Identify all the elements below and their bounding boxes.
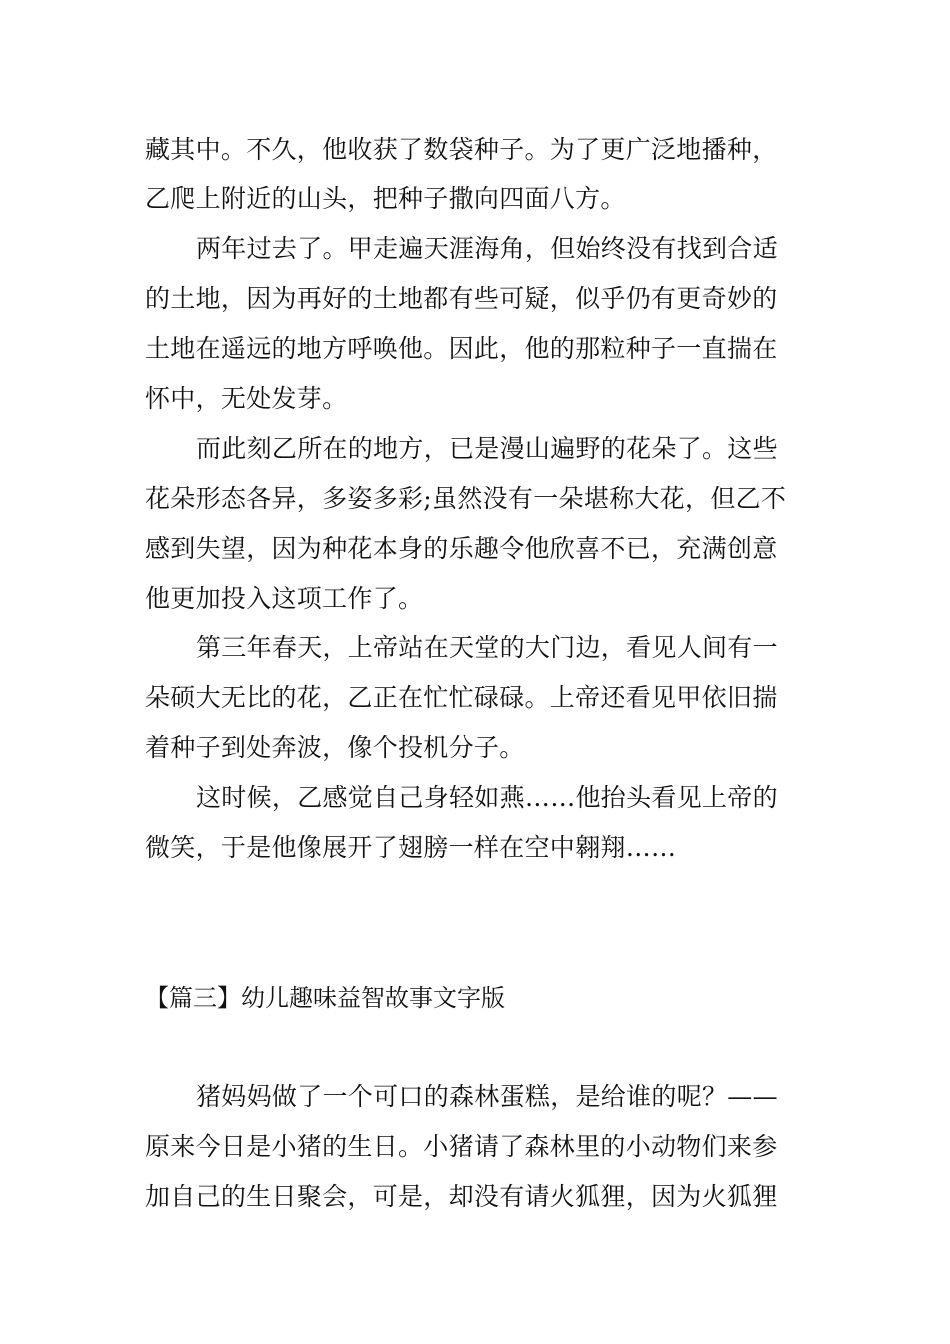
paragraph-line: 微笑，于是他像展开了翅膀一样在空中翱翔…… bbox=[145, 833, 677, 862]
paragraph-line: 着种子到处奔波，像个投机分子。 bbox=[145, 733, 525, 762]
paragraph-line: 第三年春天，上帝站在天堂的大门边，看见人间有一 bbox=[196, 633, 778, 662]
paragraph-line: 花朵形态各异，多姿多彩;虽然没有一朵堪称大花，但乙不 bbox=[145, 484, 787, 513]
paragraph-line: 藏其中。不久，他收获了数袋种子。为了更广泛地播种， bbox=[145, 135, 778, 164]
paragraph-line: 两年过去了。甲走遍天涯海角，但始终没有找到合适 bbox=[196, 234, 778, 263]
paragraph-line: 土地在遥远的地方呼唤他。因此，他的那粒种子一直揣在 bbox=[145, 334, 778, 363]
paragraph-line: 乙爬上附近的山头，把种子撒向四面八方。 bbox=[145, 184, 626, 213]
paragraph-line: 感到失望，因为种花本身的乐趣令他欣喜不已，充满创意 bbox=[145, 534, 778, 563]
paragraph-line: 猪妈妈做了一个可口的森林蛋糕，是给谁的呢？—— bbox=[196, 1082, 778, 1111]
paragraph-line: 而此刻乙所在的地方，已是漫山遍野的花朵了。这些 bbox=[196, 434, 778, 463]
paragraph-line: 他更加投入这项工作了。 bbox=[145, 584, 424, 613]
paragraph-line: 加自己的生日聚会，可是，却没有请火狐狸，因为火狐狸 bbox=[145, 1182, 778, 1211]
paragraph-line: 怀中，无处发芽。 bbox=[145, 384, 348, 413]
paragraph-line: 这时候，乙感觉自己身轻如燕……他抬头看见上帝的 bbox=[196, 783, 778, 812]
paragraph-line: 的土地，因为再好的土地都有些可疑，似乎仍有更奇妙的 bbox=[145, 284, 778, 313]
paragraph-line: 朵硕大无比的花，乙正在忙忙碌碌。上帝还看见甲依旧揣 bbox=[145, 683, 778, 712]
paragraph-line: 原来今日是小猪的生日。小猪请了森林里的小动物们来参 bbox=[145, 1132, 778, 1161]
section-heading: 【篇三】幼儿趣味益智故事文字版 bbox=[145, 984, 505, 1012]
